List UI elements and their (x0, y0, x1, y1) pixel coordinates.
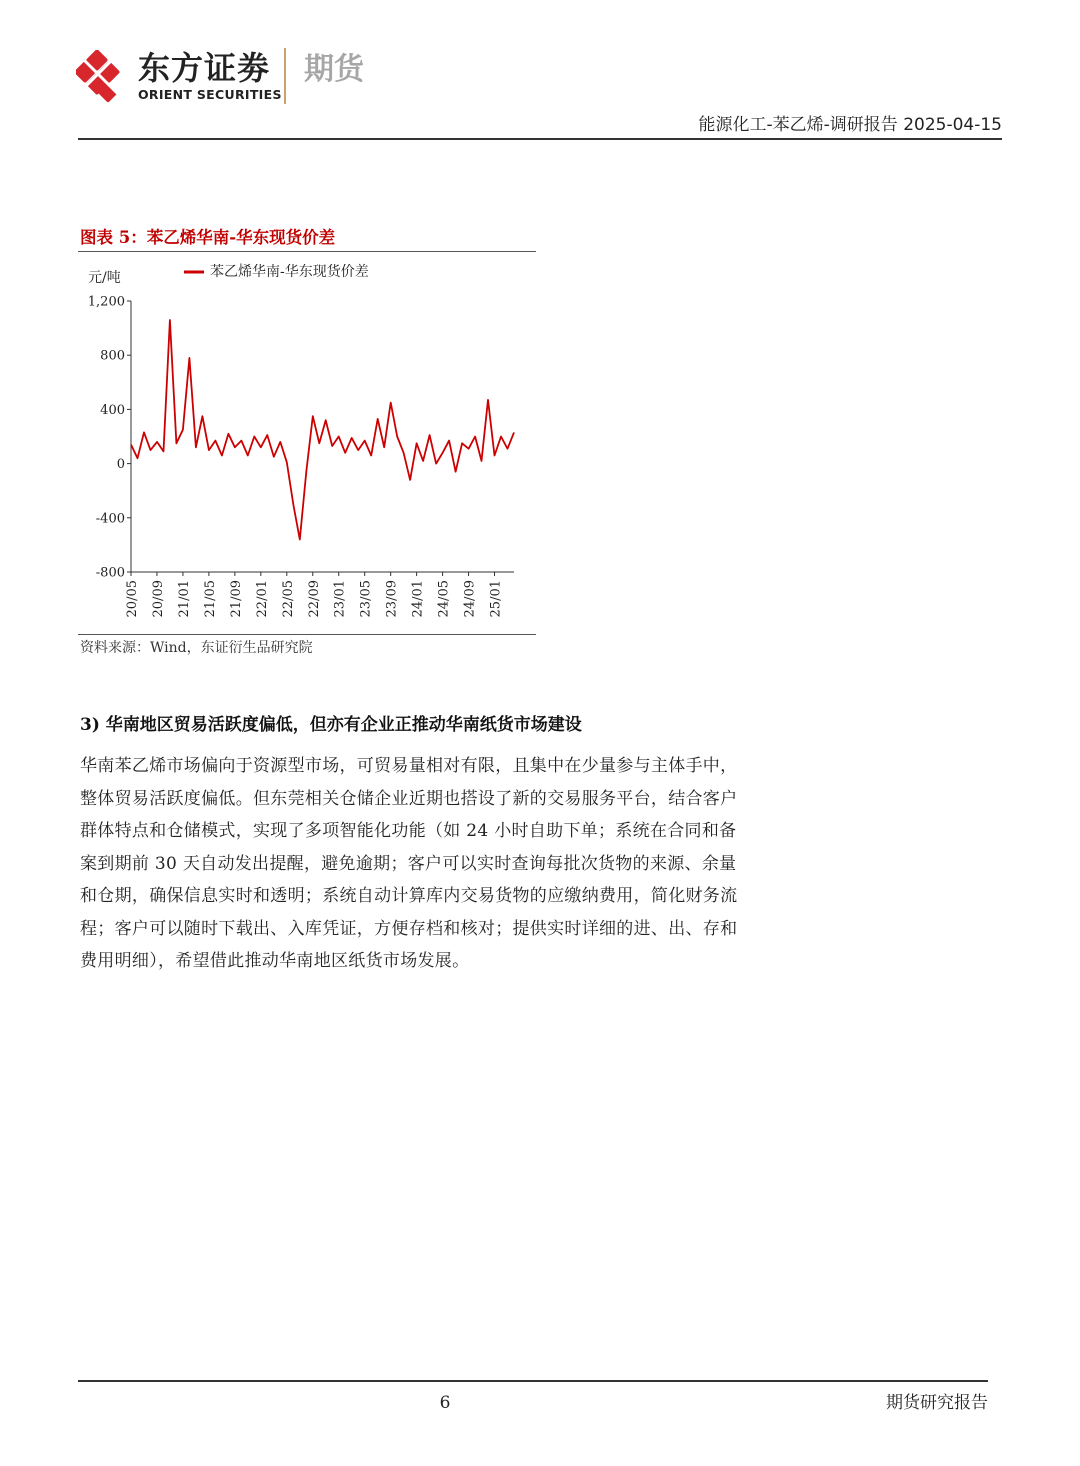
paragraph-line: 华南苯乙烯市场偏向于资源型市场，可贸易量相对有限，且集中在少量参与主体手中， (80, 756, 738, 776)
brand-suffix: 期货 (304, 52, 364, 87)
figure-source: 资料来源：Wind，东证衍生品研究院 (80, 640, 313, 656)
paragraph-line: 案到期前 30 天自动发出提醒，避免逾期；客户可以实时查询每批次货物的来源、余量 (80, 853, 737, 874)
paragraph-line: 整体贸易活跃度偏低。但东莞相关仓储企业近期也搭设了新的交易服务平台，结合客户 (80, 788, 738, 809)
x-tick-label: 24/05 (436, 580, 452, 618)
y-tick-label: 800 (100, 348, 125, 364)
report-title: 能源化工-苯乙烯-调研报告 2025-04-15 (698, 115, 1002, 135)
x-tick-label: 22/09 (306, 580, 322, 618)
x-tick-label: 21/01 (176, 580, 192, 618)
y-tick-label: 1,200 (87, 294, 125, 310)
line-chart (78, 256, 538, 630)
x-tick-label: 25/01 (488, 580, 504, 618)
x-tick-label: 21/09 (228, 580, 244, 618)
paragraph-line: 费用明细），希望借此推动华南地区纸货市场发展。 (80, 951, 470, 971)
figure-title: 图表 5：苯乙烯华南-华东现货价差 (80, 228, 336, 247)
y-axis (88, 295, 131, 581)
y-tick-label: 0 (116, 457, 125, 473)
logo-divider (284, 48, 286, 104)
header-divider (78, 138, 1002, 140)
paragraph-line: 程；客户可以随时下载出、入库凭证，方便存档和核对；提供实时详细的进、出、存和 (80, 918, 738, 939)
footer-divider (78, 1380, 988, 1382)
section-heading: 3) 华南地区贸易活跃度偏低，但亦有企业正推动华南纸货市场建设 (80, 715, 582, 735)
x-tick-label: 23/05 (358, 580, 374, 618)
x-tick-label: 24/09 (462, 580, 478, 618)
legend-label: 苯乙烯华南-华东现货价差 (210, 264, 369, 280)
figure-top-rule (78, 251, 536, 252)
paragraph-line: 群体特点和仓储模式，实现了多项智能化功能（如 24 小时自助下单；系统在合同和备 (80, 821, 737, 841)
x-tick-label: 23/01 (332, 580, 348, 618)
brand-name-en: ORIENT SECURITIES (138, 87, 282, 102)
figure-bottom-rule (78, 634, 536, 635)
footer-report-type: 期货研究报告 (886, 1393, 988, 1413)
brand-logo-mark (76, 50, 130, 104)
plot-area (131, 320, 514, 540)
x-tick-label: 21/05 (202, 580, 218, 618)
series-line (131, 320, 514, 540)
paragraph-line: 和仓期，确保信息实时和透明；系统自动计算库内交易货物的应缴纳费用，简化财务流 (80, 886, 738, 906)
x-tick-label: 24/01 (410, 580, 426, 618)
body-paragraph (80, 750, 804, 978)
x-tick-label: 22/05 (280, 580, 296, 618)
x-tick-label: 23/09 (384, 580, 400, 618)
x-tick-label: 20/05 (125, 580, 140, 618)
y-tick-label: -400 (95, 511, 125, 527)
x-tick-label: 20/09 (150, 580, 166, 618)
y-unit-label: 元/吨 (88, 270, 121, 286)
y-tick-label: 400 (100, 402, 125, 418)
x-axis (125, 572, 514, 617)
x-tick-label: 22/01 (254, 580, 270, 618)
brand-name-cn: 东方证劵 (138, 49, 271, 87)
page-number: 6 (439, 1393, 451, 1413)
y-tick-label: -800 (95, 565, 125, 581)
